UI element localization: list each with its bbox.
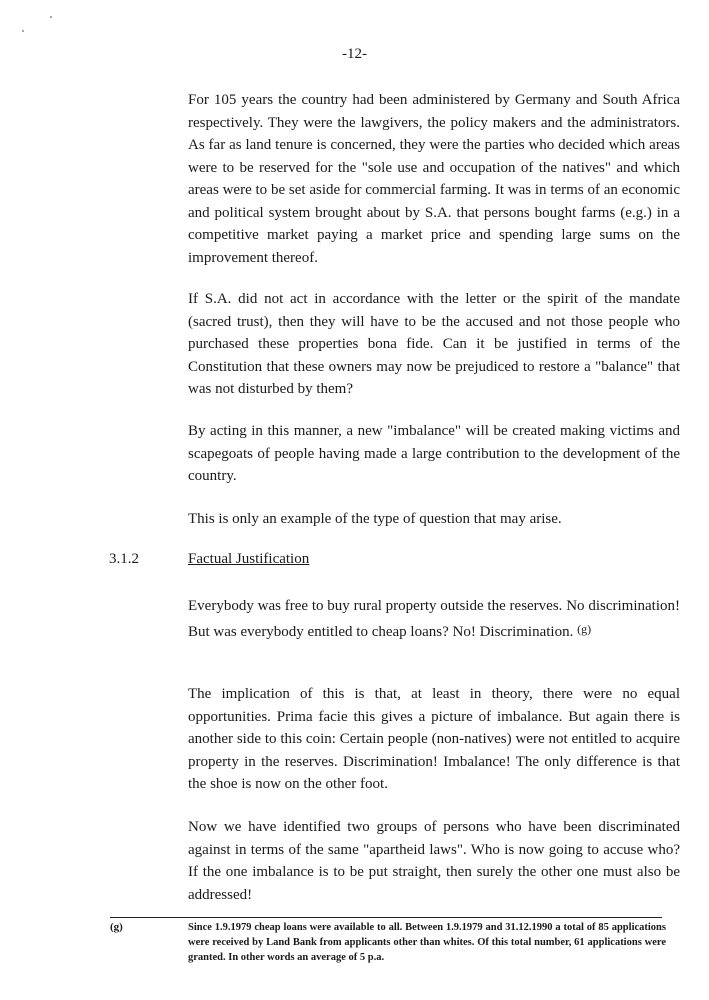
- paragraph-free-to-buy-text: Everybody was free to buy rural property outside the reserves. No discrimination! But was everybody entitled to cheap loans? No! Discrimination.: [188, 598, 680, 640]
- paragraph-administration: For 105 years the country had been administered by Germany and South Africa respectively. They were the lawgivers, the policy makers and the administrators. As far as land tenure is concerned, they were the parties who decided which areas were to be reserved for the "sole use and occupation of the natives" and which areas were to be set aside for commercial farming. It was in terms of an economic and political system brought about by S.A. that persons bought farms (e.g.) in a competitive market paying a market price and spending large sums on the improvement thereof.: [188, 92, 680, 266]
- footnote-text: Since 1.9.1979 cheap loans were available to all. Between 1.9.1979 and 31.12.1990 a total of 85 applications were received by Land Bank from applicants other than whites. Of this total number, 61 applications were granted. In other words an average of 5 p.a.: [188, 922, 666, 963]
- scan-speck: [50, 16, 52, 18]
- footnote-divider: [110, 917, 662, 918]
- paragraph-mandate: If S.A. did not act in accordance with the letter or the spirit of the mandate (sacred trust), then they will have to be the accused and not those people who purchased these properties bona fide. Can it be justified in terms of the Constitution that these owners may now be prejudiced to restore a "balance" that was not disturbed by them?: [188, 291, 680, 397]
- paragraph-implication: The implication of this is that, at least in theory, there were no equal opportunities. Prima facie this gives a picture of imbalance. But again there is another side to this coin: Certain people (non-natives) were not entitled to acquire property in the reserves. Discrimination! Imbalance! The only difference is that the shoe is now on the other foot.: [188, 686, 680, 792]
- footnote-marker: (g): [110, 921, 123, 933]
- section-number: 3.1.2: [109, 551, 139, 567]
- paragraph-free-to-buy: [188, 595, 680, 643]
- footnote-reference: (g): [577, 621, 592, 636]
- section-title: Factual Justification: [188, 551, 310, 567]
- page-number: -12-: [342, 46, 367, 62]
- scan-speck: [22, 30, 24, 32]
- paragraph-imbalance: By acting in this manner, a new "imbalance" will be created making victims and scapegoats of people having made a large contribution to the development of the country.: [188, 423, 680, 484]
- paragraph-two-groups: Now we have identified two groups of persons who have been discriminated against in terms of the same "apartheid laws". Who is now going to accuse who? If the one imbalance is to be put straight, then surely the other one must also be addressed!: [188, 819, 680, 903]
- paragraph-example: This is only an example of the type of question that may arise.: [188, 511, 562, 527]
